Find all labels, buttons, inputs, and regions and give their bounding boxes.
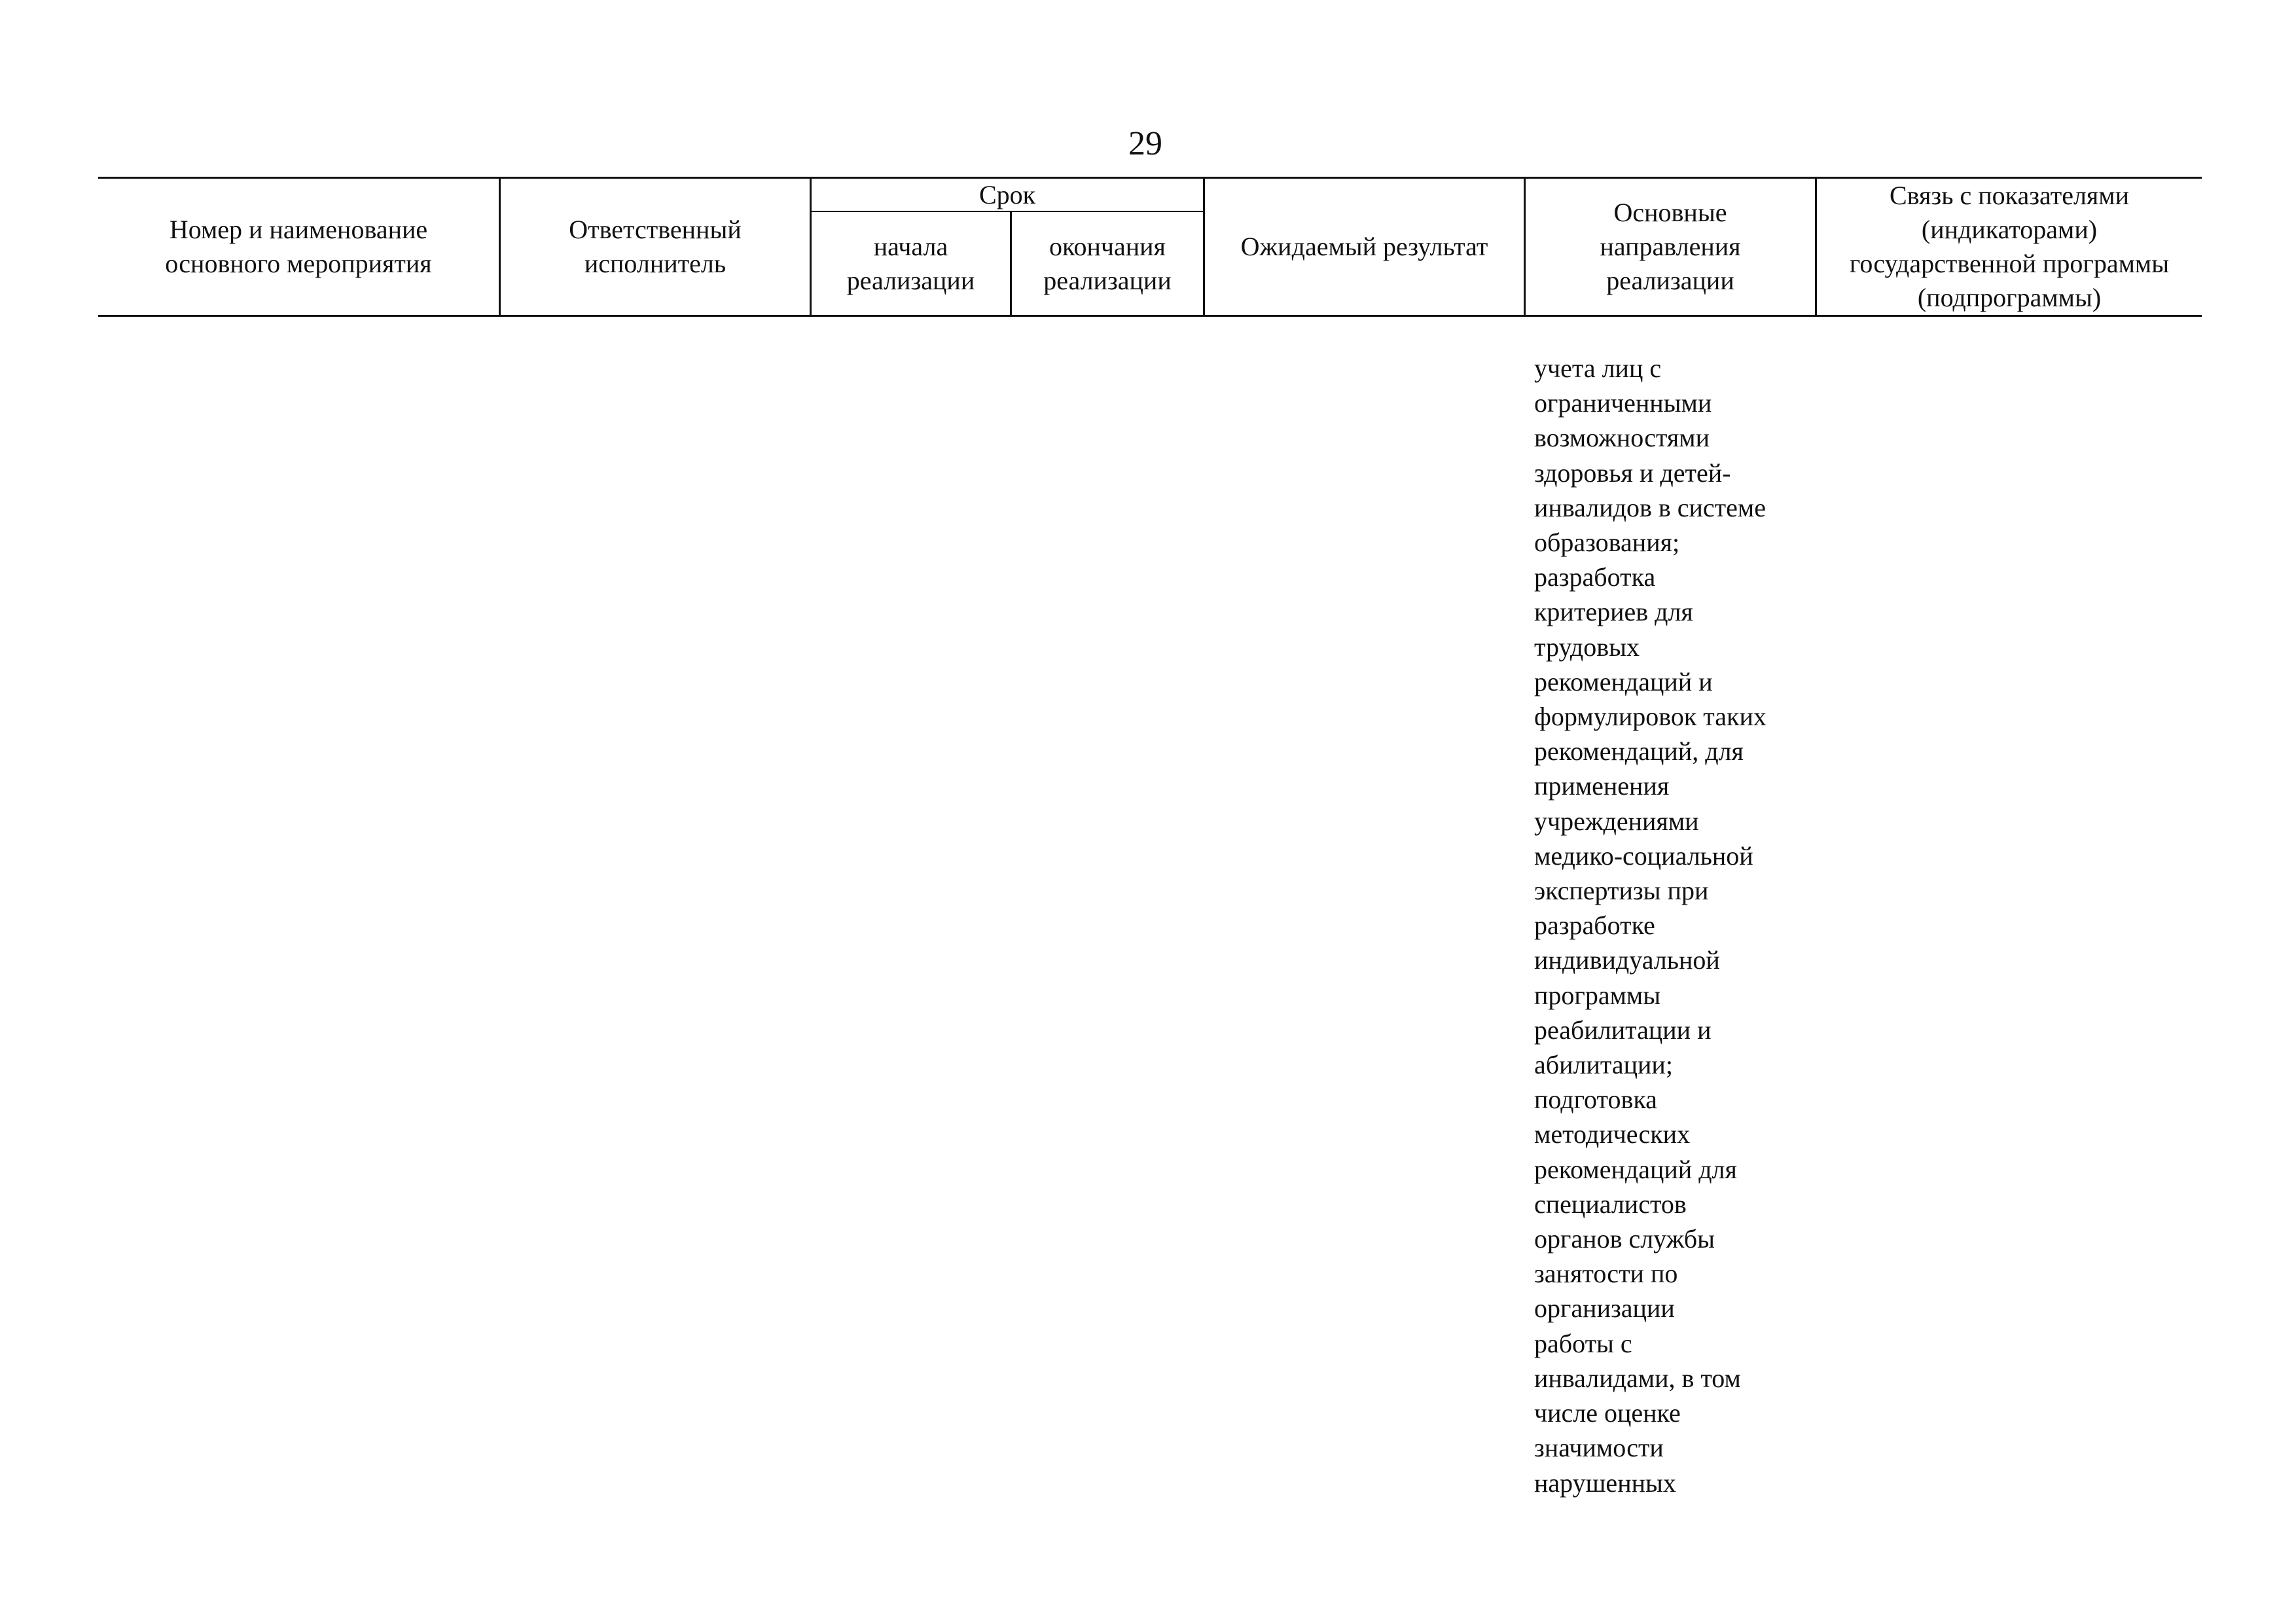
header-term-end: окончания реализации — [1043, 231, 1172, 295]
header-number-name: Номер и наименование основного мероприятия — [165, 215, 432, 278]
header-term-start: начала реализации — [846, 231, 975, 295]
header-link-indicators: Связь с показателями (индикаторами) государственной программы (подпрограммы) — [1849, 181, 2170, 312]
header-responsible: Ответственный исполнитель — [569, 215, 742, 278]
table-header-bottom-rule — [98, 315, 2202, 317]
header-main-directions: Основные направления реализации — [1600, 198, 1741, 295]
page-number: 29 — [1128, 125, 1162, 162]
main-directions-cell-text: учета лиц с ограниченными возможностями здоровья и детей- инвалидов в системе образования; разработка критериев для трудовых рекомендаций и формулировок таких рекомендаций, для применения учреждениями медико-социальной экспертизы при разработке индивидуальной программы реабилитации и абилитации; подготовка методических рекомендаций для специалистов органов службы занятости по организации работы с инвалидами, в том числе оценке значимости нарушенных — [1534, 353, 1767, 1498]
header-term: Срок — [978, 179, 1036, 209]
header-expected-result: Ожидаемый результат — [1240, 232, 1488, 261]
